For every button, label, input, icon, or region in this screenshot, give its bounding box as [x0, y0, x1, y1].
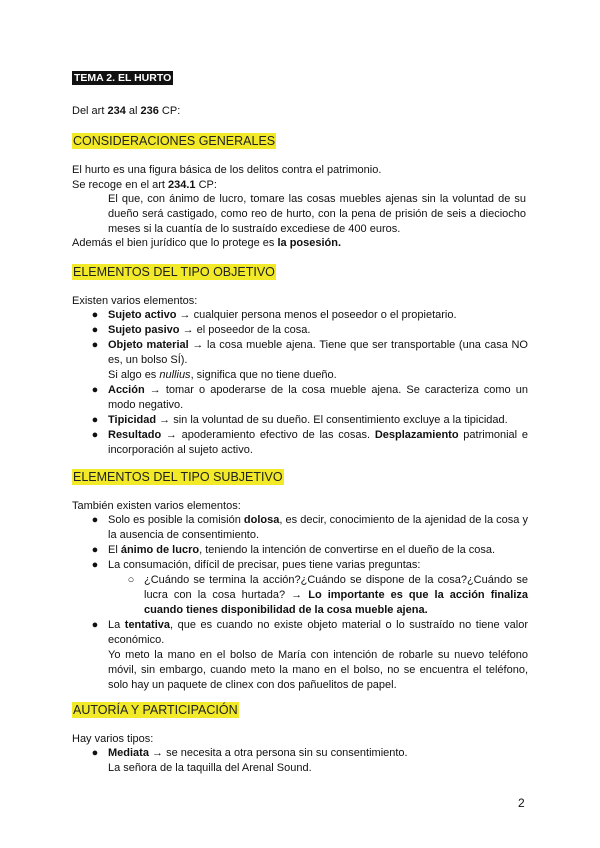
- item-term: Sujeto pasivo: [108, 324, 180, 336]
- item-text: La consumación, difícil de precisar, pues tiene varias preguntas:: [108, 559, 421, 571]
- item-text: → la cosa mueble ajena. Tiene que ser transportable (una casa NO es, un bolso SÍ).: [108, 339, 528, 366]
- list-item: [72, 513, 528, 543]
- item-text: → sin la voluntad de su dueño. El consentimiento excluye a la tipicidad.: [156, 414, 508, 426]
- bold-term: la posesión.: [277, 237, 342, 249]
- list-item: [72, 618, 528, 693]
- item-text: La: [108, 619, 125, 631]
- list-item: [72, 558, 528, 618]
- item-text: → se necesita a otra persona sin su consentimiento.: [148, 747, 408, 759]
- intro-text: CP:: [158, 105, 181, 117]
- item-term: Resultado: [108, 429, 162, 441]
- item-text: → apoderamiento efectivo de las cosas.: [161, 429, 375, 441]
- list-item: [72, 543, 528, 558]
- text: CP:: [195, 179, 217, 191]
- list-item: [72, 746, 528, 776]
- item-text: → tomar o apoderarse de la cosa mueble ajena. Se caracteriza como un modo negativo.: [108, 384, 528, 411]
- law-quote: El que, con ánimo de lucro, tomare las cosas muebles ajenas sin la voluntad de su dueño será castigado, como reo de hurto, con la pena de prisión de seis a dieciocho meses si la cuantía de lo sustraído excediese de 400 euros.: [108, 193, 526, 235]
- heading-tipo-objetivo: ELEMENTOS DEL TIPO OBJETIVO: [73, 265, 275, 279]
- subjetivo-list: [72, 513, 528, 693]
- item-text: patrimonial e incorporación al sujeto activo.: [108, 429, 528, 456]
- bullet-icon: ●: [91, 384, 99, 396]
- item-text: , teniendo la intención de convertirse en el dueño de la cosa.: [199, 544, 496, 556]
- item-term: dolosa: [243, 514, 280, 526]
- item-term: Desplazamiento: [374, 429, 459, 441]
- text: Además el bien jurídico que lo protege es: [72, 237, 278, 249]
- item-term: Lo importante es que la acción finaliza cuando tienes disponibilidad de la cosa mueble ajena.: [144, 589, 529, 616]
- bullet-icon: ●: [91, 339, 99, 351]
- page-title: TEMA 2. EL HURTO: [74, 72, 172, 84]
- item-text: , es decir, conocimiento de la ajenidad de la cosa y la ausencia de consentimiento.: [108, 514, 528, 541]
- italic-term: nullius: [159, 369, 191, 381]
- item-term: Mediata: [108, 747, 149, 759]
- bullet-icon: ●: [91, 747, 99, 759]
- intro-article-start: 234: [107, 105, 126, 117]
- objetivo-intro: Existen varios elementos:: [72, 295, 198, 307]
- bullet-icon: ●: [91, 619, 99, 631]
- item-term: Sujeto activo: [108, 309, 177, 321]
- generales-paragraph-1: El hurto es una figura básica de los delitos contra el patrimonio.: [72, 164, 382, 176]
- item-text: ¿Cuándo se termina la acción?¿Cuándo se dispone de la cosa?¿Cuándo se lucra con la cosa hurtada? →: [144, 574, 528, 601]
- heading-tipo-subjetivo: ELEMENTOS DEL TIPO SUBJETIVO: [73, 470, 283, 484]
- list-item: [72, 323, 528, 338]
- heading-consideraciones-generales: CONSIDERACIONES GENERALES: [73, 134, 276, 148]
- item-term: ánimo de lucro: [120, 544, 200, 556]
- generales-paragraph-2: [72, 178, 528, 193]
- sub-list: [108, 573, 528, 618]
- bullet-icon: ●: [91, 559, 99, 571]
- list-item: [72, 308, 528, 323]
- intro-text: al: [125, 105, 141, 117]
- item-term: tentativa: [124, 619, 171, 631]
- list-item: [72, 338, 528, 383]
- item-text: Si algo es: [108, 369, 160, 381]
- article-ref: 234.1: [168, 179, 196, 191]
- autoria-intro: Hay varios tipos:: [72, 733, 154, 745]
- item-term: Tipicidad: [108, 414, 157, 426]
- bullet-icon: ●: [91, 309, 99, 321]
- item-text: → el poseedor de la cosa.: [179, 324, 311, 336]
- bullet-icon: ●: [91, 514, 99, 526]
- bullet-icon: ●: [91, 544, 99, 556]
- bullet-icon: ●: [91, 414, 99, 426]
- list-item: [72, 413, 528, 428]
- item-text: → cualquier persona menos el poseedor o el propietario.: [176, 309, 457, 321]
- generales-paragraph-3: [72, 236, 528, 251]
- list-item: [72, 383, 528, 413]
- autoria-list: [72, 746, 528, 776]
- page-number: 2: [518, 796, 525, 810]
- item-text: Solo es posible la comisión: [108, 514, 244, 526]
- objetivo-list: [72, 308, 528, 458]
- sub-list-item: [108, 573, 528, 618]
- list-item: [72, 428, 528, 458]
- circle-bullet-icon: ○: [127, 574, 135, 586]
- example-text: Yo meto la mano en el bolso de María con intención de robarle su nuevo teléfono móvil, sin embargo, cuando meto la mano en el bolso, no se encuentra el teléfono, solo hay un paquete de clinex con dos pañuelitos de papel.: [108, 649, 528, 691]
- intro-article-end: 236: [140, 105, 159, 117]
- text: Se recoge en el art: [72, 179, 169, 191]
- intro-text: Del art: [72, 105, 108, 117]
- item-text: , significa que no tiene dueño.: [190, 369, 337, 381]
- item-text: El: [108, 544, 121, 556]
- subjetivo-intro: También existen varios elementos:: [72, 500, 241, 512]
- item-term: Objeto material: [108, 339, 189, 351]
- intro-line: [72, 104, 528, 119]
- bullet-icon: ●: [91, 324, 99, 336]
- item-term: Acción: [108, 384, 145, 396]
- heading-autoria-participacion: AUTORÍA Y PARTICIPACIÓN: [73, 703, 238, 717]
- item-text: , que es cuando no existe objeto material o lo sustraído no tiene valor económico.: [108, 619, 529, 646]
- example-text: La señora de la taquilla del Arenal Sound.: [108, 762, 312, 774]
- bullet-icon: ●: [91, 429, 99, 441]
